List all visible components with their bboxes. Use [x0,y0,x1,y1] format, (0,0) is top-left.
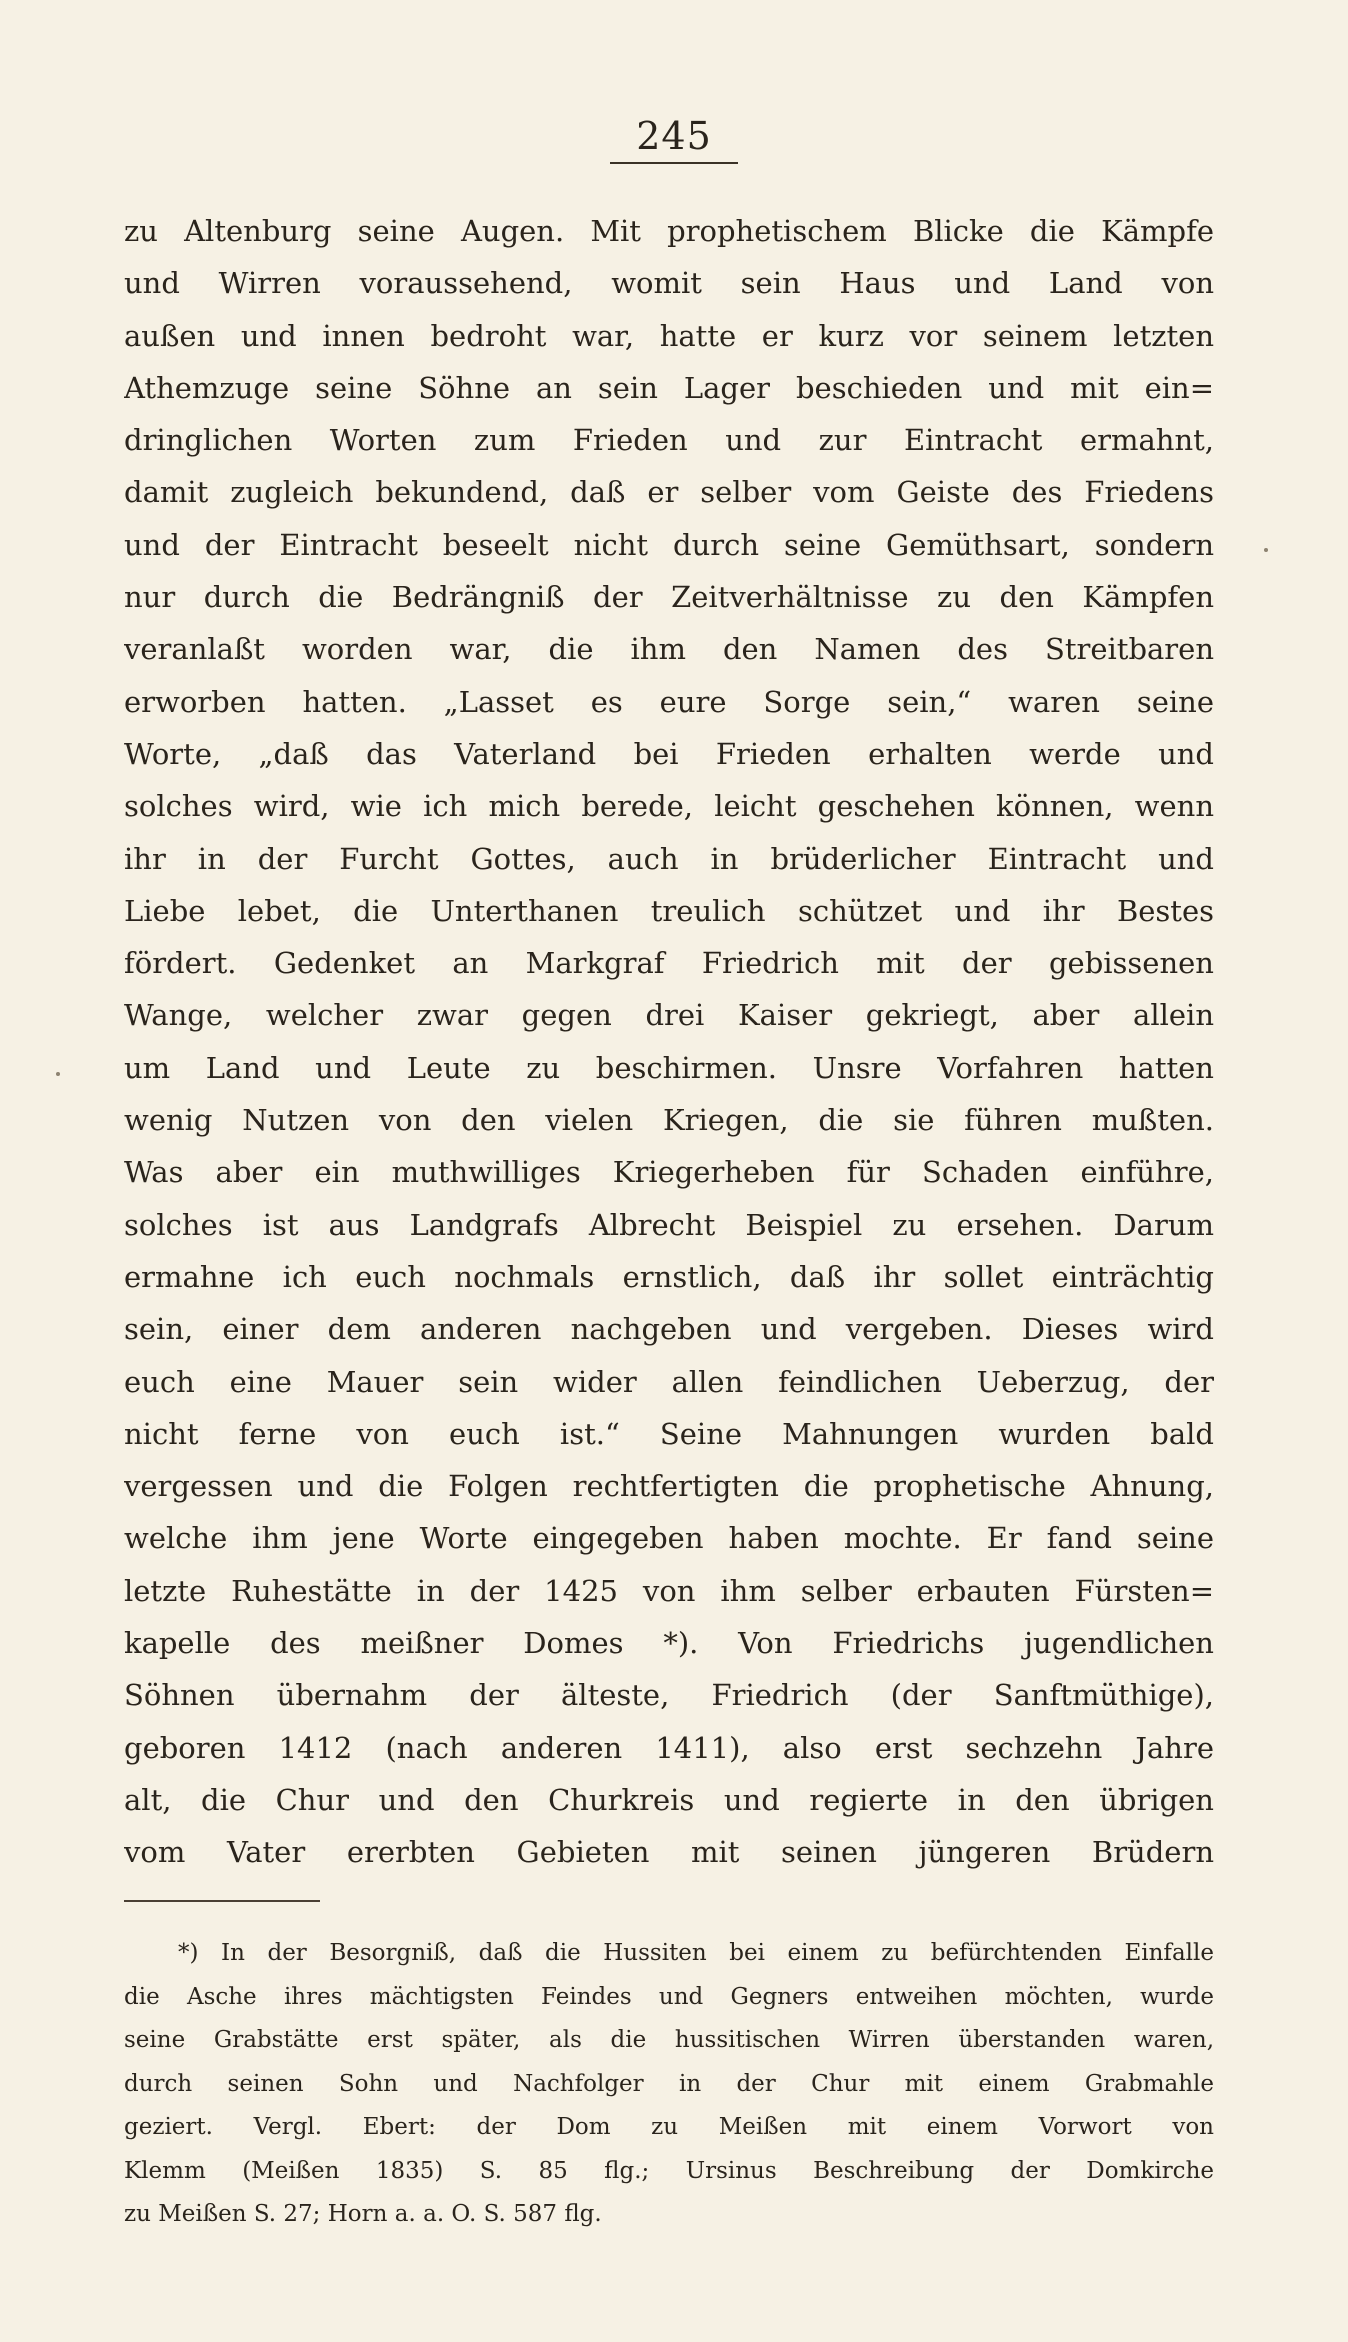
footnote [124,1932,1214,2237]
footnote-line: geziert. Vergl. Ebert: der Dom zu Meißen mit einem Vorwort von [124,2114,1214,2140]
body-line: und Wirren voraussehend, womit sein Haus und Land von [124,266,1214,301]
body-line: vergessen und die Folgen rechtfertigten die prophetische Ahnung, [124,1469,1214,1504]
body-line: letzte Ruhestätte in der 1425 von ihm selber erbauten Fürsten= [124,1573,1214,1608]
body-line: wenig Nutzen von den vielen Kriegen, die sie führen mußten. [124,1103,1214,1138]
footnote-line: Klemm (Meißen 1835) S. 85 flg.; Ursinus Beschreibung der Domkirche [124,2157,1214,2184]
body-line: ihr in der Furcht Gottes, auch in brüderlicher Eintracht und [124,841,1214,876]
body-line: und der Eintracht beseelt nicht durch seine Gemüthsart, sondern [124,527,1214,562]
body-line: Was aber ein muthwilliges Kriegerheben für Schaden einführe, [124,1155,1214,1190]
body-line: Liebe lebet, die Unterthanen treulich schützet und ihr Bestes [124,893,1214,928]
body-line: welche ihm jene Worte eingegeben haben mochte. Er fand seine [124,1521,1214,1556]
body-line: solches ist aus Landgrafs Albrecht Beispiel zu ersehen. Darum [124,1207,1214,1242]
body-line: kapelle des meißner Domes *). Von Friedrichs jugendlichen [124,1626,1214,1661]
body-line: geboren 1412 (nach anderen 1411), also erst sechzehn Jahre [124,1730,1214,1765]
page-number: 245 [636,114,712,158]
body-line: vom Vater ererbten Gebieten mit seinen jüngeren Brüdern [124,1835,1214,1870]
body-line: außen und innen bedroht war, hatte er kurz vor seinem letzten [124,318,1214,353]
body-line: nur durch die Bedrängniß der Zeitverhältnisse zu den Kämpfen [124,580,1214,615]
body-line: solches wird, wie ich mich berede, leicht geschehen können, wenn [124,789,1214,824]
margin-speck [1264,548,1268,552]
body-line: euch eine Mauer sein wider allen feindlichen Ueberzug, der [124,1364,1214,1399]
footnote-line: durch seinen Sohn und Nachfolger in der Chur mit einem Grabmahle [124,2070,1214,2097]
body-line: Wange, welcher zwar gegen drei Kaiser gekriegt, aber allein [124,998,1214,1033]
body-line: Söhnen übernahm der älteste, Friedrich (der Sanftmüthige), [124,1678,1214,1713]
body-line: erworben hatten. „Lasset es eure Sorge sein,“ waren seine [124,684,1214,719]
body-line: veranlaßt worden war, die ihm den Namen des Streitbaren [124,632,1214,667]
margin-speck [56,1072,60,1076]
body-line: dringlichen Worten zum Frieden und zur Eintracht ermahnt, [124,423,1214,458]
body-line: zu Altenburg seine Augen. Mit prophetischem Blicke die Kämpfe [124,214,1214,248]
footnote-line: seine Grabstätte erst später, als die hussitischen Wirren überstanden waren, [124,2027,1214,2053]
body-line: Worte, „daß das Vaterland bei Frieden erhalten werde und [124,736,1214,771]
body-text [124,205,1214,1879]
body-line: nicht ferne von euch ist.“ Seine Mahnungen wurden bald [124,1416,1214,1451]
body-line: fördert. Gedenket an Markgraf Friedrich mit der gebissenen [124,946,1214,981]
body-line: um Land und Leute zu beschirmen. Unsre Vorfahren hatten [124,1050,1214,1085]
body-line: sein, einer dem anderen nachgeben und vergeben. Dieses wird [124,1312,1214,1347]
page-number-rule [610,162,738,164]
body-line: Athemzuge seine Söhne an sein Lager beschieden und mit ein= [124,370,1214,405]
footnote-line: *) In der Besorgniß, daß die Hussiten bei einem zu befürchtenden Einfalle [178,1940,1214,1966]
footnote-line: zu Meißen S. 27; Horn a. a. O. S. 587 flg. [124,2201,602,2227]
body-line: alt, die Chur und den Churkreis und regierte in den übrigen [124,1782,1214,1817]
footnote-rule [124,1900,320,1902]
body-line: damit zugleich bekundend, daß er selber vom Geiste des Friedens [124,475,1214,510]
body-line: ermahne ich euch nochmals ernstlich, daß ihr sollet einträchtig [124,1259,1214,1294]
footnote-line: die Asche ihres mächtigsten Feindes und Gegners entweihen möchten, wurde [124,1983,1214,2010]
